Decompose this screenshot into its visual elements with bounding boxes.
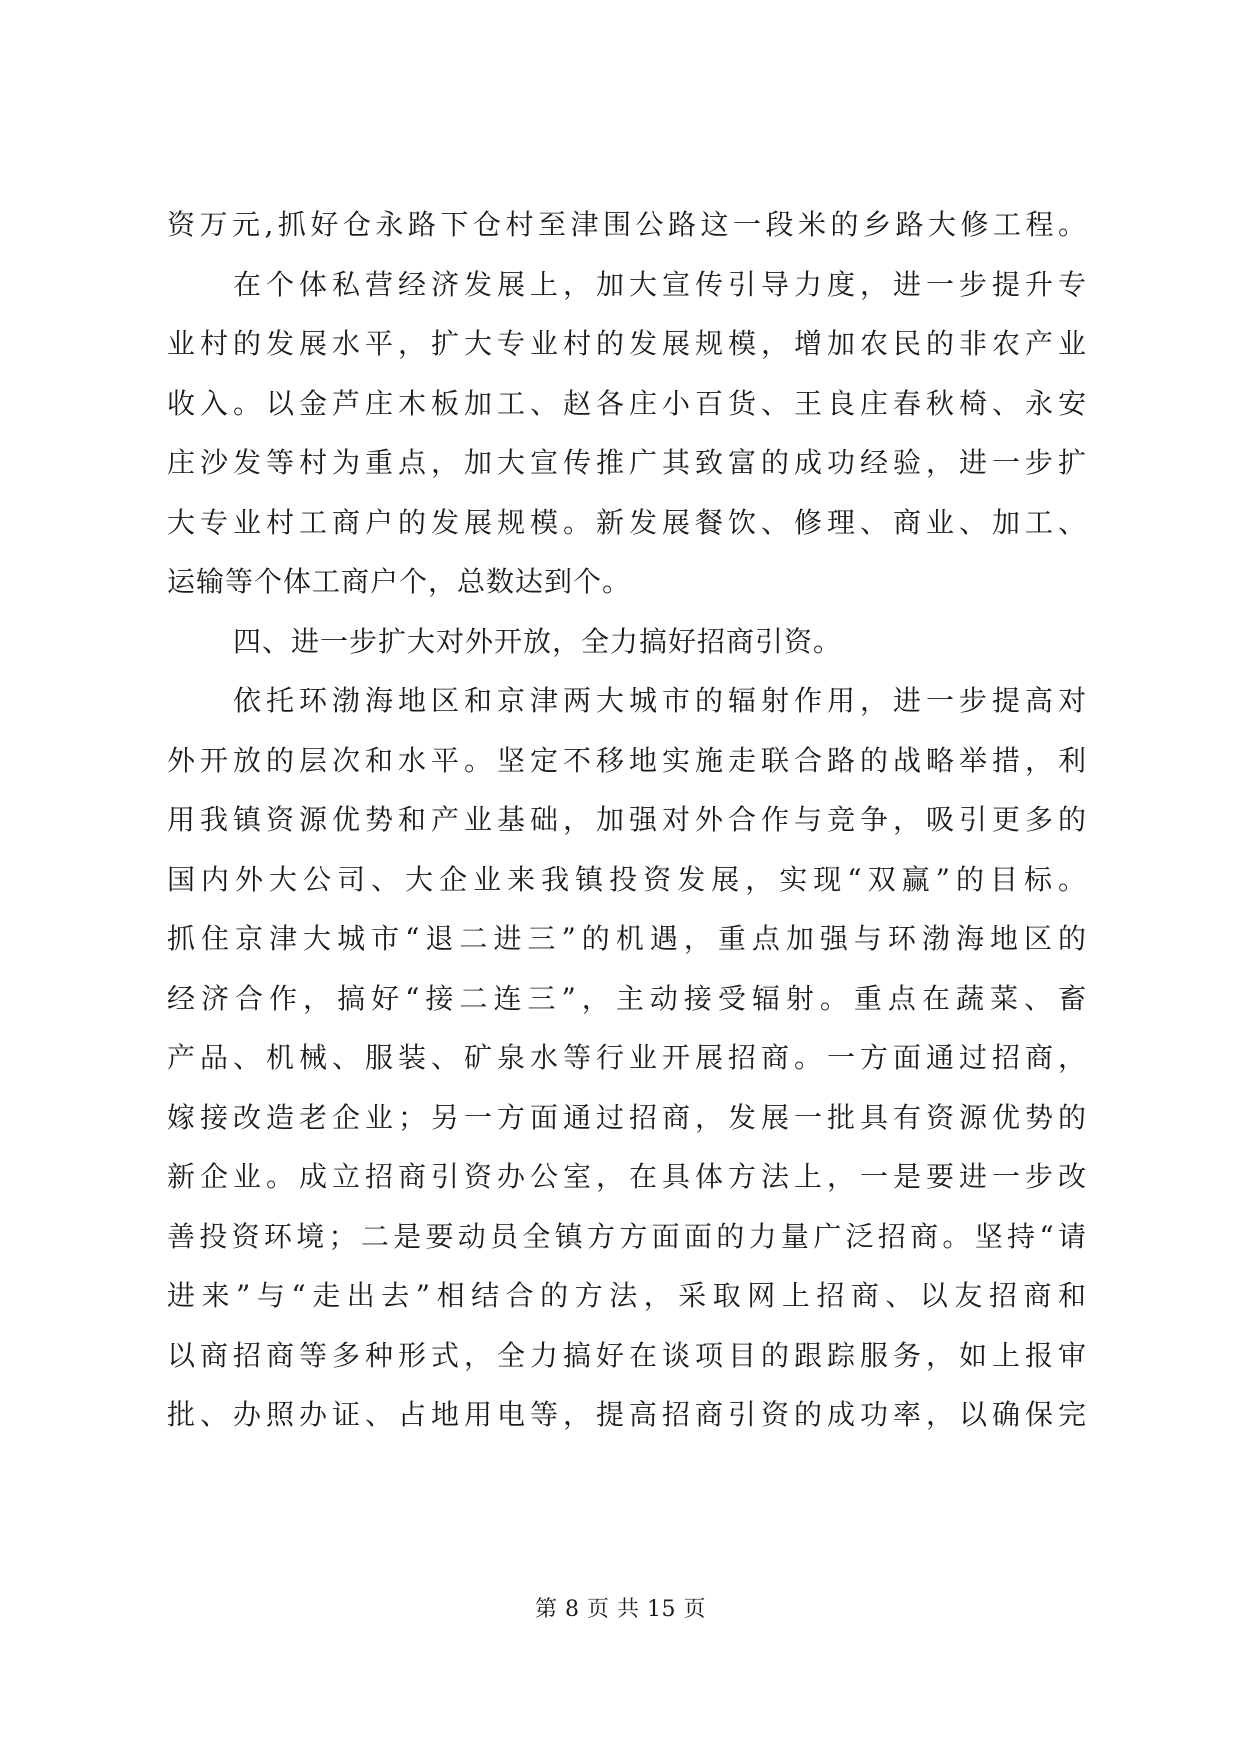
text-line: 新企业。成立招商引资办公室，在具体方法上，一是要进一步改 xyxy=(167,1160,1087,1193)
text-line: 资万元,抓好仓永路下仓村至津围公路这一段米的乡路大修工程。 xyxy=(167,208,1087,241)
text-line: 业村的发展水平，扩大专业村的发展规模，增加农民的非农产业 xyxy=(167,327,1087,360)
text-line: 收入。以金芦庄木板加工、赵各庄小百货、王良庄春秋椅、永安 xyxy=(167,386,1087,420)
text-line: 嫁接改造老企业；另一方面通过招商，发展一批具有资源优势的 xyxy=(167,1100,1087,1134)
text-line: 产品、机械、服装、矿泉水等行业开展招商。一方面通过招商， xyxy=(167,1041,1087,1074)
document-body xyxy=(167,195,1087,1445)
text-line: 经济合作，搞好“接二连三”，主动接受辐射。重点在蔬菜、畜 xyxy=(167,981,1087,1015)
section-heading: 四、进一步扩大对外开放，全力搞好招商引资。 xyxy=(233,624,843,658)
text-line: 用我镇资源优势和产业基础，加强对外合作与竞争，吸引更多的 xyxy=(167,803,1087,836)
text-line: 抓住京津大城市“退二进三”的机遇，重点加强与环渤海地区的 xyxy=(167,922,1087,955)
text-line: 进来”与“走出去”相结合的方法，采取网上招商、以友招商和 xyxy=(167,1279,1087,1312)
text-line: 善投资环境；二是要动员全镇方方面面的力量广泛招商。坚持“请 xyxy=(167,1219,1087,1253)
text-line: 国内外大公司、大企业来我镇投资发展，实现“双赢”的目标。 xyxy=(167,862,1087,896)
page-number-footer: 第 8 页 共 15 页 xyxy=(535,1597,706,1622)
text-line: 外开放的层次和水平。坚定不移地实施走联合路的战略举措，利 xyxy=(167,743,1087,777)
text-line: 批、办照办证、占地用电等，提高招商引资的成功率，以确保完 xyxy=(167,1398,1087,1431)
text-line: 在个体私营经济发展上，加大宣传引导力度，进一步提升专 xyxy=(233,267,1087,301)
text-line: 依托环渤海地区和京津两大城市的辐射作用，进一步提高对 xyxy=(233,684,1087,717)
text-line: 以商招商等多种形式，全力搞好在谈项目的跟踪服务，如上报审 xyxy=(167,1338,1087,1372)
text-line: 庄沙发等村为重点，加大宣传推广其致富的成功经验，进一步扩 xyxy=(167,446,1087,479)
text-line: 运输等个体工商户个，总数达到个。 xyxy=(167,565,632,598)
text-line: 大专业村工商户的发展规模。新发展餐饮、修理、商业、加工、 xyxy=(167,505,1087,539)
